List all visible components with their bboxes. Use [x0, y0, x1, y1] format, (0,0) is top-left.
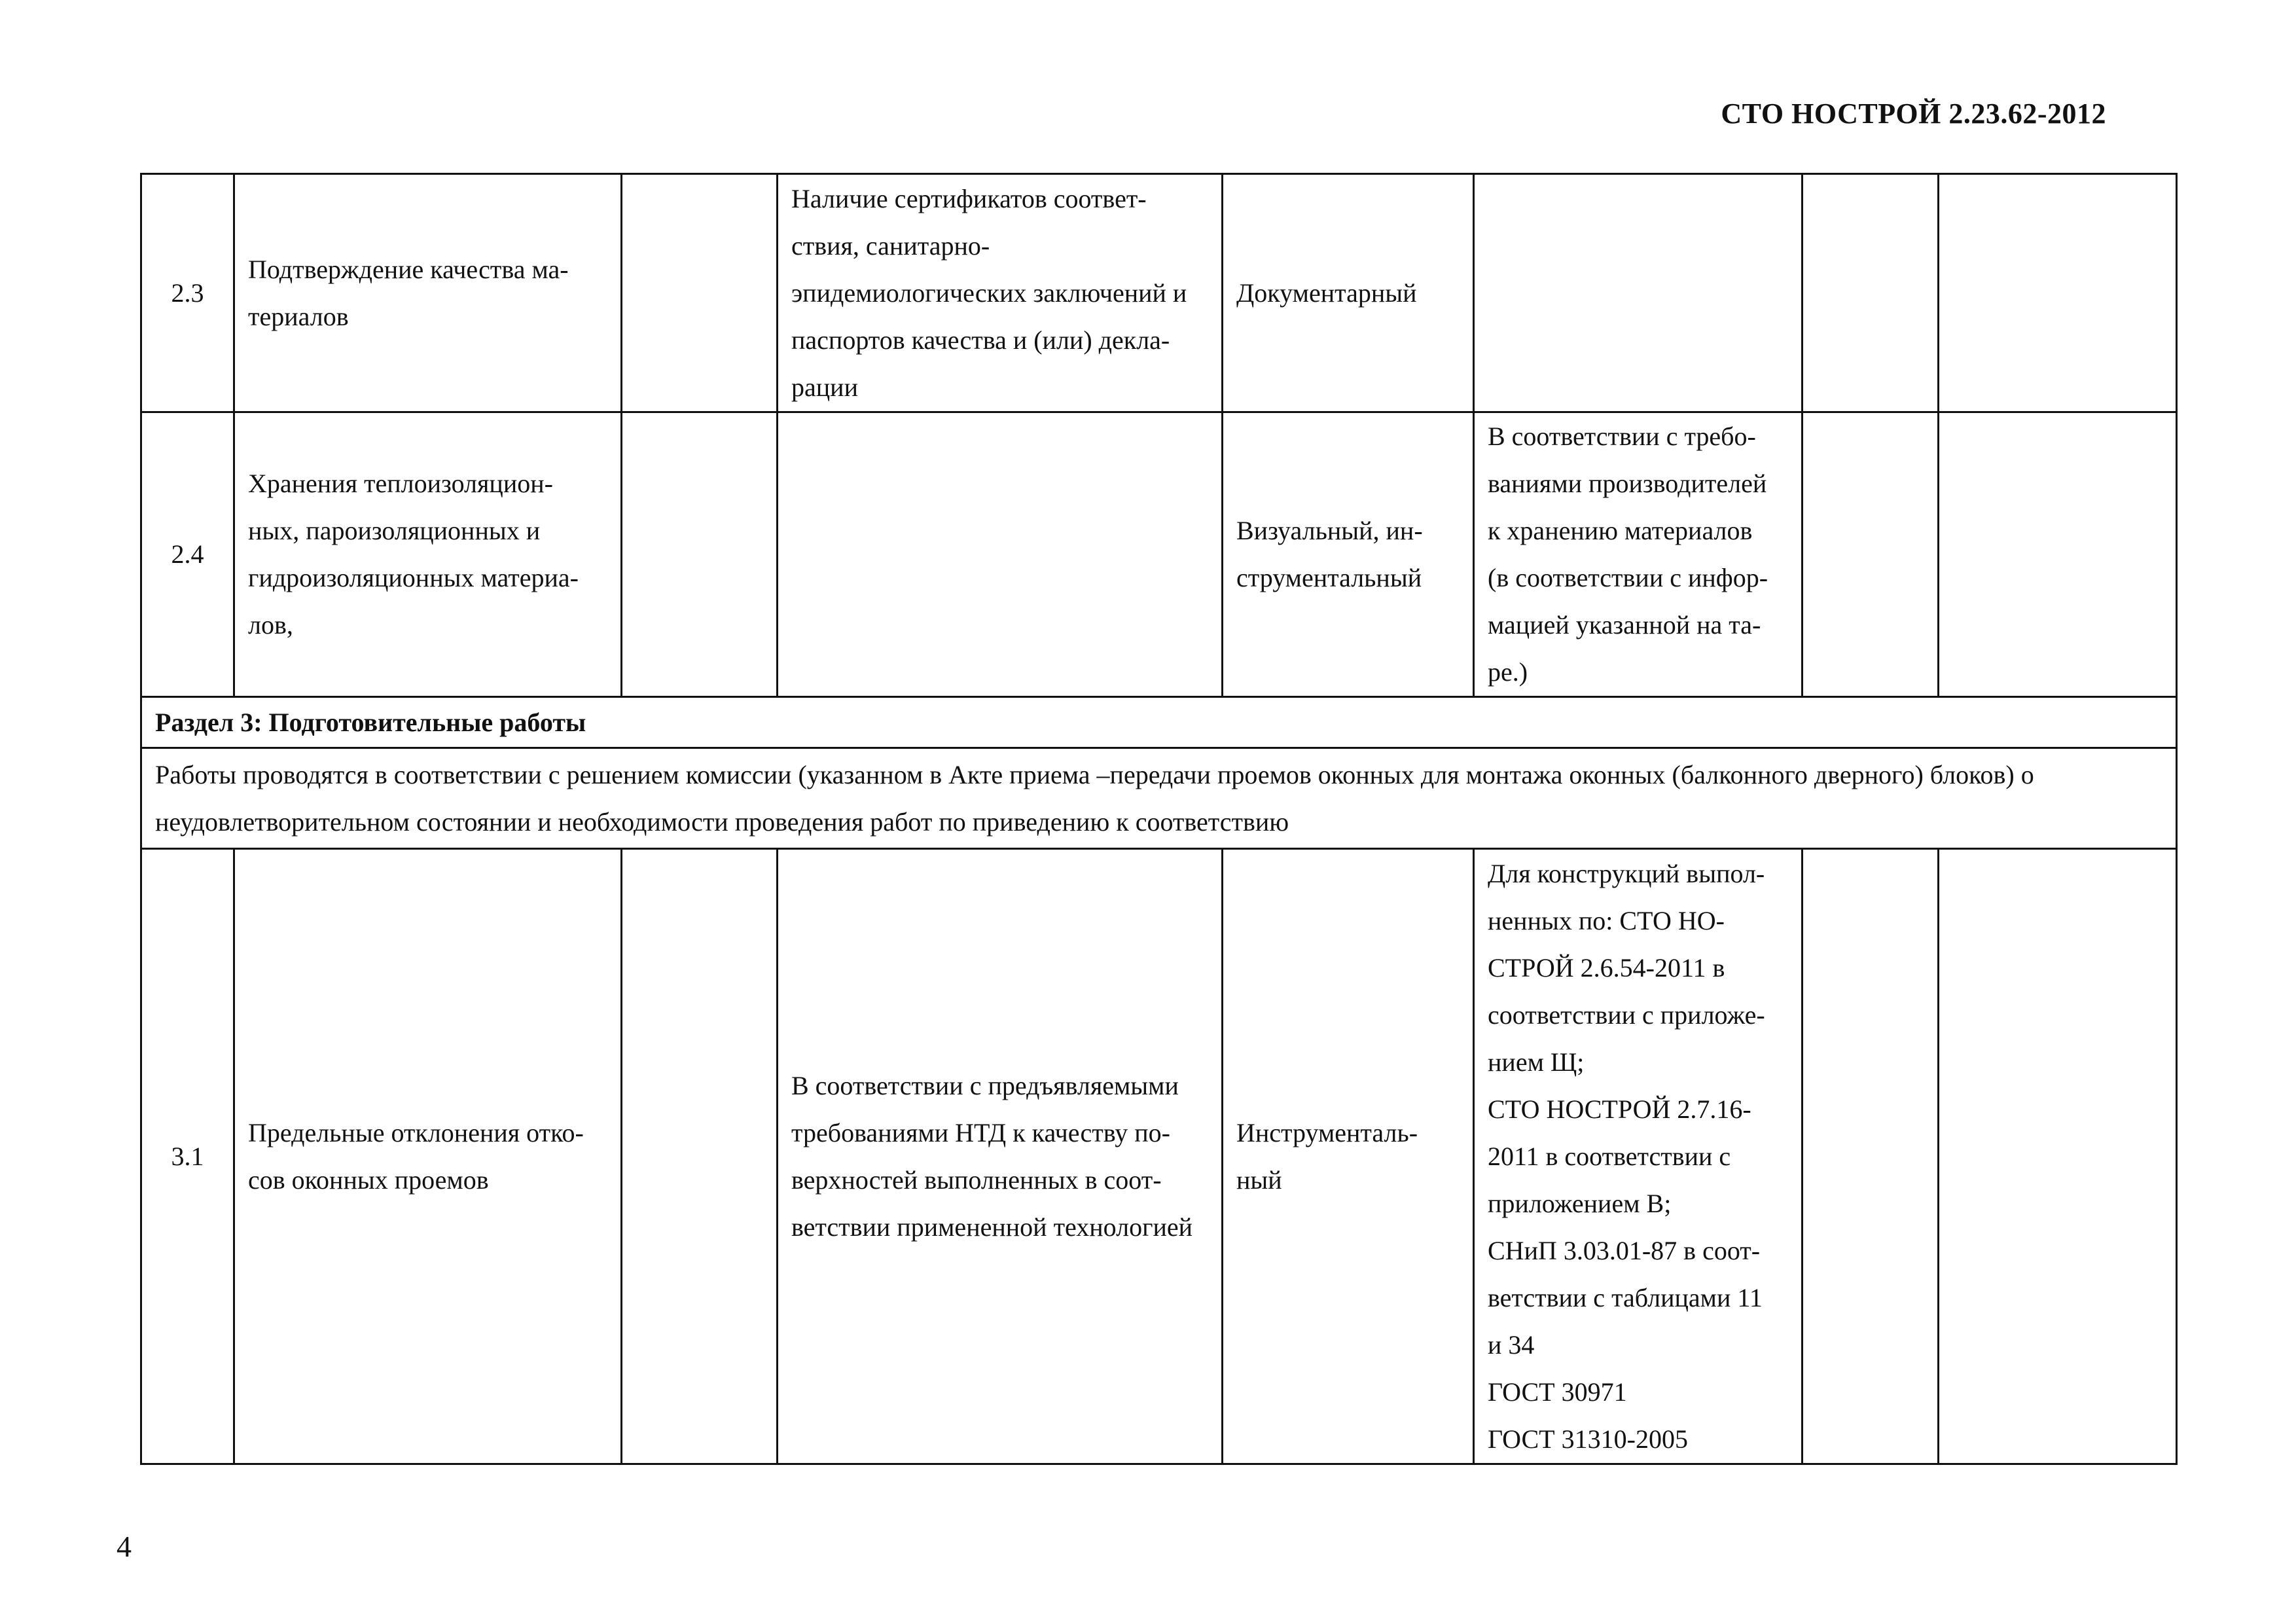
item-number: 2.3	[141, 174, 234, 412]
empty-cell	[622, 174, 778, 412]
item-name: Хранения теплоизоляцион- ных, пароизоляционных и гидроизоляционных материа- лов,	[234, 412, 622, 697]
inspection-table	[140, 173, 2178, 1465]
item-number: 3.1	[141, 849, 234, 1464]
item-name: Предельные отклонения отко- сов оконных проемов	[234, 849, 622, 1464]
empty-cell	[622, 849, 778, 1464]
item-reference: В соответствии с требо- ваниями производителей к хранению материалов (в соответствии с инфор- мацией указанной на та- ре.)	[1474, 412, 1803, 697]
item-method: Инструменталь- ный	[1223, 849, 1474, 1464]
page-number: 4	[117, 1530, 132, 1563]
empty-cell	[1939, 849, 2177, 1464]
item-method: Визуальный, ин- струментальный	[1223, 412, 1474, 697]
item-requirement: Наличие сертификатов соответ- ствия, санитарно- эпидемиологических заключений и паспортов качества и (или) декла- рации	[778, 174, 1223, 412]
empty-cell	[1803, 412, 1939, 697]
empty-cell	[1803, 849, 1939, 1464]
item-method: Документарный	[1223, 174, 1474, 412]
item-reference	[1474, 174, 1803, 412]
item-requirement: В соответствии с предъявляемыми требованиями НТД к качеству по- верхностей выполненных в соот- ветствии примененной технологией	[778, 849, 1223, 1464]
item-requirement	[778, 412, 1223, 697]
table-row	[141, 412, 2177, 697]
empty-cell	[1939, 174, 2177, 412]
item-reference: Для конструкций выпол- ненных по: СТО НО- СТРОЙ 2.6.54-2011 в соответствии с приложе- нием Щ; СТО НОСТРОЙ 2.7.16- 2011 в соответствии с приложением В; СНиП 3.03.01-87 в соот- ветствии с таблицами 11 и 34 ГОСТ 30971 ГОСТ 31310-2005	[1474, 849, 1803, 1464]
section-note: Работы проводятся в соответствии с решением комиссии (указанном в Акте приема –передачи проемов оконных для монтажа оконных (балконного дверного) блоков) о неудовлетворительном состоянии и необходимости проведения работ по приведению к соответствию	[141, 748, 2177, 849]
section-note-row	[141, 748, 2177, 849]
empty-cell	[1803, 174, 1939, 412]
section-header-row	[141, 697, 2177, 748]
empty-cell	[1939, 412, 2177, 697]
document-code-header: СТО НОСТРОЙ 2.23.62-2012	[1721, 98, 2106, 130]
empty-cell	[622, 412, 778, 697]
section-title: Раздел 3: Подготовительные работы	[141, 697, 2177, 748]
table-row	[141, 174, 2177, 412]
item-number: 2.4	[141, 412, 234, 697]
item-name: Подтверждение качества ма- териалов	[234, 174, 622, 412]
table-row	[141, 849, 2177, 1464]
